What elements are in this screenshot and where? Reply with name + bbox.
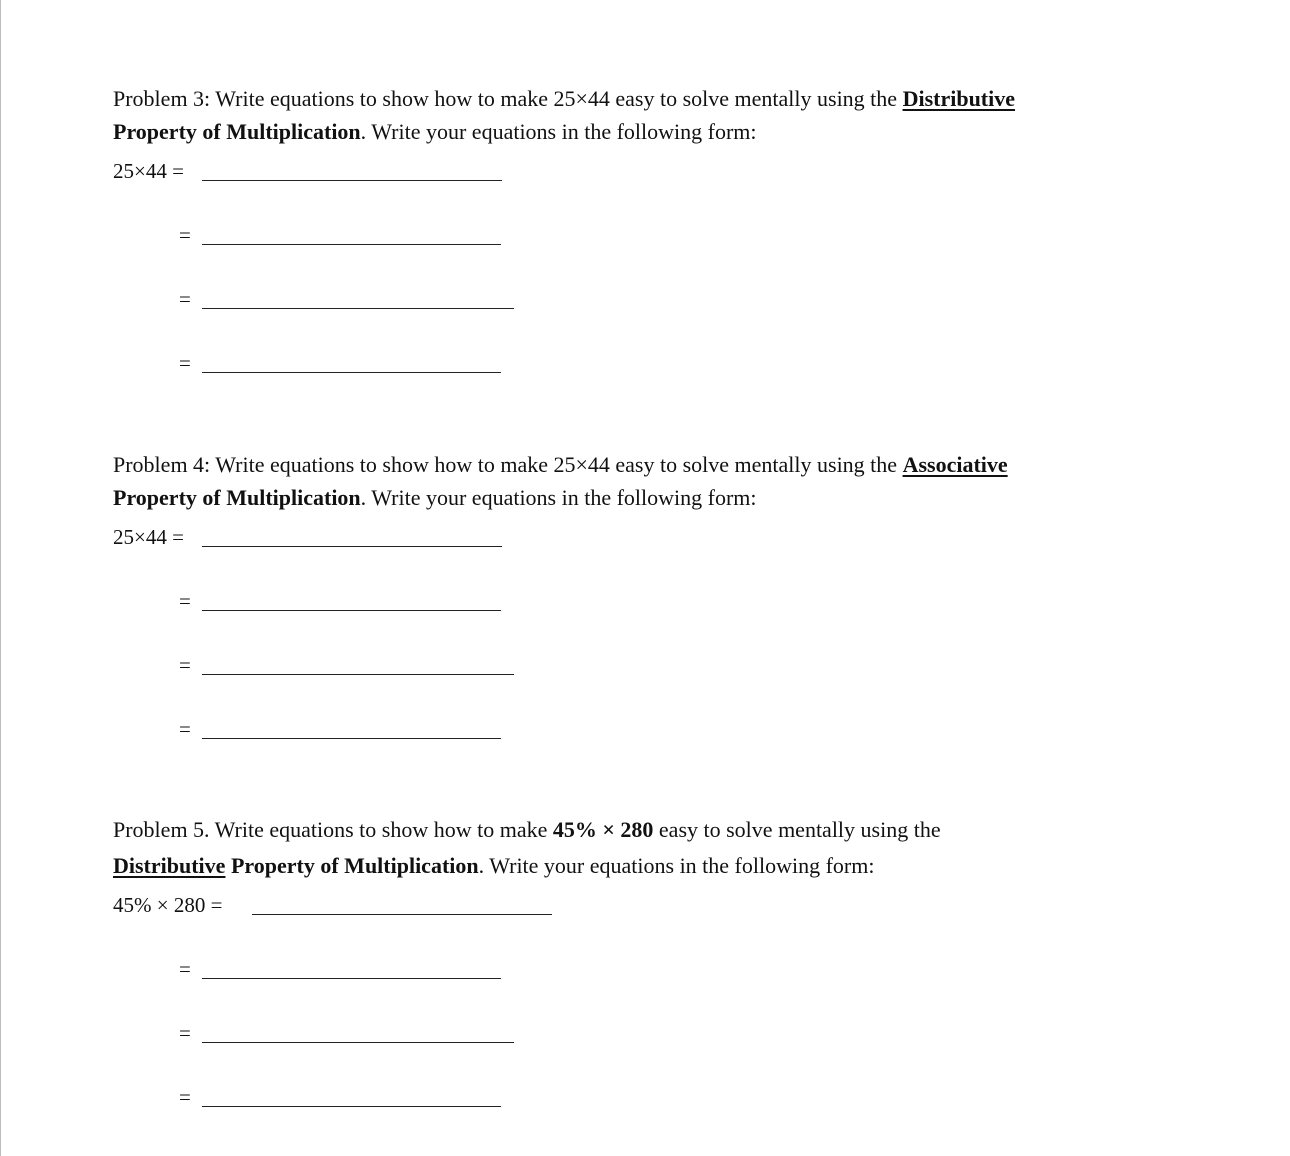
- answer-blank[interactable]: [202, 244, 501, 245]
- answer-blank[interactable]: [202, 978, 501, 979]
- problem-3-prompt: [113, 82, 1173, 148]
- problem-3-first-lhs: 25×44 =: [113, 159, 184, 183]
- answer-blank[interactable]: [202, 1106, 501, 1107]
- equals-sign: =: [179, 1085, 191, 1109]
- problem-3-property-rest: Property of Multiplication: [113, 119, 361, 144]
- answer-blank[interactable]: [202, 372, 501, 373]
- page-edge: [0, 0, 1, 1156]
- problem-5-property-name: Distributive: [113, 853, 226, 878]
- problem-5-expression: 45% × 280: [552, 817, 654, 842]
- problem-3: [113, 82, 1173, 375]
- answer-blank[interactable]: [252, 914, 552, 915]
- problem-4-property-name: Associative: [902, 452, 1008, 477]
- problem-5: [113, 812, 1173, 1109]
- answer-blank[interactable]: [202, 1042, 514, 1043]
- equals-sign: =: [179, 287, 191, 311]
- problem-4-closing: . Write your equations in the following form:: [360, 485, 757, 510]
- problem-4-property-rest: Property of Multiplication: [113, 485, 361, 510]
- problem-4-prompt: [113, 448, 1173, 514]
- problem-5-intro-rest: easy to solve mentally using the: [653, 817, 941, 842]
- problem-3-property-name: Distributive: [902, 86, 1016, 111]
- problem-3-closing: . Write your equations in the following form:: [360, 119, 757, 144]
- problem-4-first-lhs: 25×44 =: [113, 525, 184, 549]
- equals-sign: =: [179, 717, 191, 741]
- problem-4-intro: Problem 4: Write equations to show how to make 25×44 easy to solve mentally using the: [113, 452, 903, 477]
- answer-blank[interactable]: [202, 546, 502, 547]
- answer-blank[interactable]: [202, 674, 514, 675]
- equals-sign: =: [179, 957, 191, 981]
- equals-sign: =: [179, 1021, 191, 1045]
- equals-sign: =: [179, 653, 191, 677]
- problem-5-intro: Problem 5. Write equations to show how to make: [113, 817, 553, 842]
- problem-5-closing: . Write your equations in the following form:: [478, 853, 875, 878]
- equals-sign: =: [179, 351, 191, 375]
- answer-blank[interactable]: [202, 180, 502, 181]
- equals-sign: =: [179, 223, 191, 247]
- problem-5-first-lhs: 45% × 280 =: [113, 893, 223, 917]
- problem-5-prompt: [113, 812, 1173, 884]
- problem-4: [113, 448, 1173, 741]
- answer-blank[interactable]: [202, 738, 501, 739]
- problem-3-intro: Problem 3: Write equations to show how to make 25×44 easy to solve mentally using the: [113, 86, 903, 111]
- problem-5-property-rest: Property of Multiplication: [225, 853, 479, 878]
- equals-sign: =: [179, 589, 191, 613]
- answer-blank[interactable]: [202, 610, 501, 611]
- answer-blank[interactable]: [202, 308, 514, 309]
